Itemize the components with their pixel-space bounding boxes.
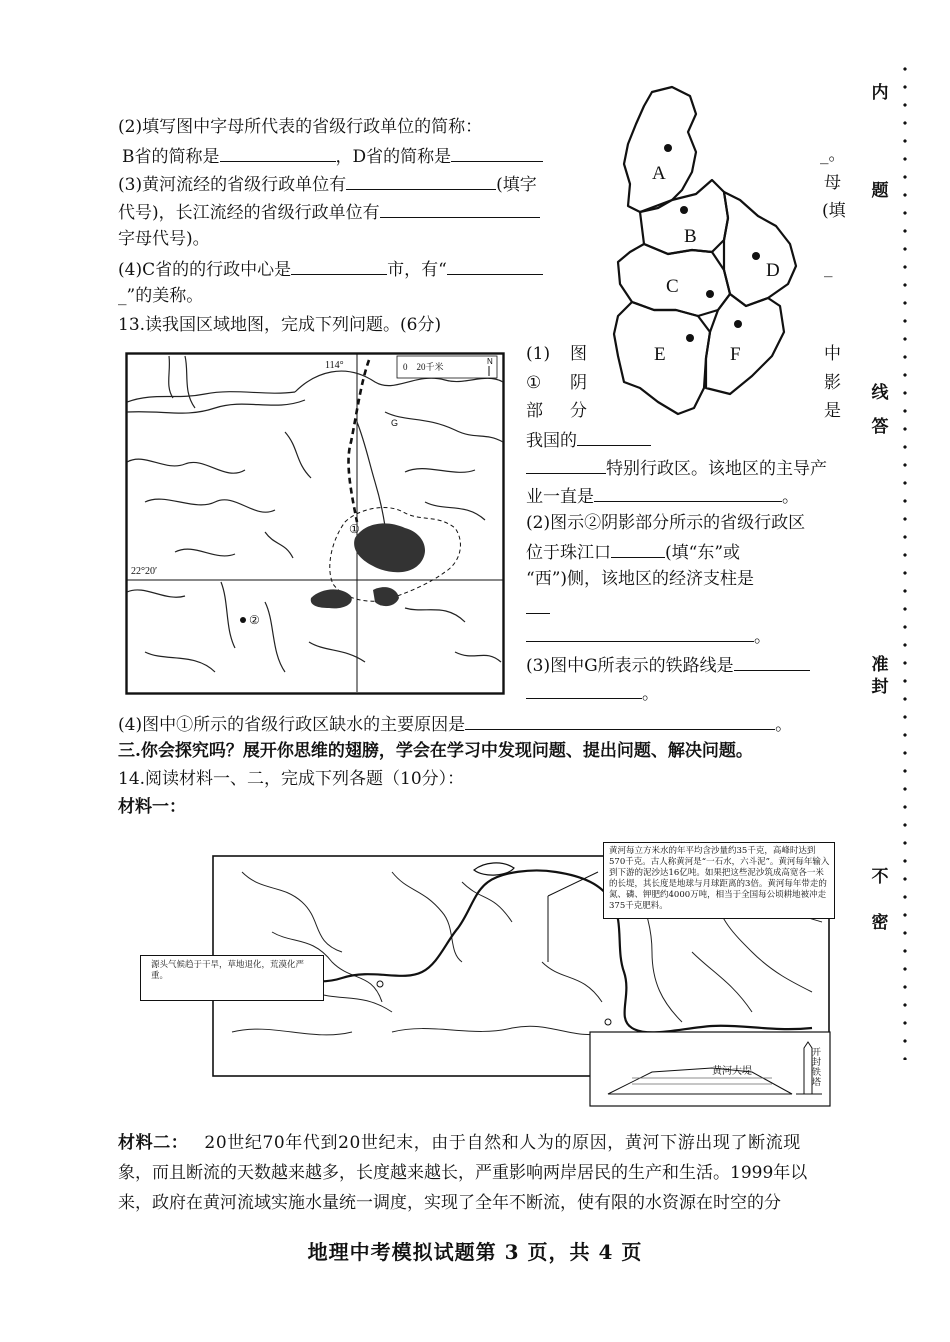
material1-label: 材料一： <box>118 797 186 817</box>
right-fragment-c: (填 <box>822 201 846 221</box>
provinces-map <box>600 84 815 420</box>
callout-sediment: 黄河每立方米水的年平均含沙量约35千克，高峰时达到570千克。古人称黄河是“一石水，六斗泥”。黄河每年输入到下游的泥沙达16亿吨。如果把这些泥沙筑成高宽各一米的长堤，其长度是地球与月球距离的3倍。黄河每年带走的氮、磷、钾肥约4000万吨，相当于全国每公顷耕地被冲走375千克肥料。 <box>603 842 835 919</box>
b-answer-blank[interactable] <box>220 144 336 162</box>
sar-blank-cont[interactable] <box>526 456 606 474</box>
q13-p1-row5: 特别行政区。该地区的主导产 <box>526 456 827 480</box>
q13-p1-row3: 部 分 是 <box>526 401 841 421</box>
longitude-label: 114° <box>325 360 344 371</box>
province-label-c: C <box>666 276 679 297</box>
pearl-river-delta-map <box>125 352 505 695</box>
q13-p2-row1: (2)图示②阴影部分所示的省级行政区 <box>526 513 806 533</box>
province-label-b: B <box>684 226 697 247</box>
right-fragment-a: _。 <box>820 145 846 165</box>
q12-part2: (2)填写图中字母所代表的省级行政单位的简称： <box>118 117 483 137</box>
province-label-d: D <box>766 260 780 281</box>
q12-part3-line1: (3)黄河流经的省级行政单位有 (填字 <box>118 172 537 196</box>
q13-p3-row2: 。 <box>526 681 659 705</box>
kaifeng-tower-label: 开封铁塔 <box>812 1048 822 1088</box>
marker-2: ② <box>249 613 260 627</box>
q13-p3-row1: (3)图中G所表示的铁路线是 <box>526 653 810 677</box>
material2-line2: 象，而且断流的天数越来越多，长度越来越长，严重影响两岸居民的生产和生活。1999年以 <box>118 1163 808 1183</box>
railway-blank-cont[interactable] <box>526 681 642 699</box>
province-label-e: E <box>654 344 666 365</box>
margin-char-nei: 内 <box>871 83 889 103</box>
margin-char-mi: 密 <box>871 913 889 933</box>
page-footer: 地理中考模拟试题第 3 页，共 4 页 <box>307 1240 643 1264</box>
margin-char-ti: 题 <box>871 181 889 201</box>
pillar-blank[interactable] <box>526 596 550 614</box>
q13-p1-row6: 业一直是 。 <box>526 484 799 508</box>
q12-part4-line2: _”的美称。 <box>118 286 204 306</box>
q13-p1-row1: (1) 图 中 <box>526 344 841 364</box>
water-shortage-blank[interactable] <box>465 712 775 730</box>
q13-p2-row2: 位于珠江口 (填“东”或 <box>526 540 740 564</box>
q12-part3-line3: 字母代号)。 <box>118 229 210 249</box>
capital-blank[interactable] <box>291 257 387 275</box>
q13-p1-row4: 我国的 <box>526 428 651 452</box>
pillar-blank-cont[interactable] <box>526 624 754 642</box>
scale-label: 0 20千米 <box>403 362 444 372</box>
q13-title: 13.读我国区域地图，完成下列问题。(6分) <box>118 315 442 335</box>
margin-char-xian: 线 <box>871 383 889 403</box>
binding-dotted-line <box>903 60 907 1060</box>
d-answer-blank[interactable] <box>451 144 543 162</box>
q13-p2-row3: “西”)侧，该地区的经济支柱是 <box>526 569 755 589</box>
yellow-river-blank[interactable] <box>346 172 496 190</box>
north-label: N <box>487 357 493 366</box>
east-west-blank[interactable] <box>611 540 665 558</box>
q14-title: 14.阅读材料一、二，完成下列各题（10分）： <box>118 769 465 789</box>
material2-line1: 材料二： 20世纪70年代到20世纪末，由于自然和人为的原因，黄河下游出现了断流现 <box>118 1133 801 1153</box>
right-fragment-d: _ <box>824 258 833 278</box>
levee-label: 黄河大堤 <box>712 1066 752 1077</box>
callout-source: 源头气候趋于干旱，草地退化，荒漠化严重。 <box>140 955 324 1001</box>
margin-char-feng: 封 <box>871 677 889 697</box>
province-label-f: F <box>730 344 741 365</box>
q12-part3-line2: 代号)，长江流经的省级行政单位有 <box>118 200 540 224</box>
sar-blank[interactable] <box>577 428 651 446</box>
nickname-blank[interactable] <box>447 257 543 275</box>
railway-blank[interactable] <box>734 653 810 671</box>
latitude-label: 22°20′ <box>131 566 158 577</box>
marker-1: ① <box>349 522 360 536</box>
industry-blank[interactable] <box>594 484 782 502</box>
q12-part4-line1: (4)C省的的行政中心是 市，有“ <box>118 257 543 281</box>
railway-g-label: G <box>391 418 399 428</box>
q13-p1-row2: ① 阴 影 <box>526 373 841 393</box>
margin-char-da: 答 <box>871 417 889 437</box>
margin-char-bu: 不 <box>871 867 889 887</box>
q13-p4: (4)图中①所示的省级行政区缺水的主要原因是 。 <box>118 712 792 736</box>
q12-bd-line: B省的简称是 ，D省的简称是 <box>122 144 543 168</box>
section3-heading: 三.你会探究吗？展开你思维的翅膀，学会在学习中发现问题、提出问题、解决问题。 <box>118 741 753 761</box>
province-label-a: A <box>652 163 666 184</box>
q13-p2-row5: 。 <box>526 624 771 648</box>
material2-line3: 来，政府在黄河流域实施水量统一调度，实现了全年不断流，使有限的水资源在时空的分 <box>118 1193 781 1213</box>
yangtze-blank[interactable] <box>380 200 540 218</box>
material2-label: 材料二： <box>118 1133 189 1153</box>
q13-p2-row4 <box>526 596 550 620</box>
right-fragment-b: 母 <box>824 173 841 193</box>
margin-char-zhun: 准 <box>871 655 889 675</box>
